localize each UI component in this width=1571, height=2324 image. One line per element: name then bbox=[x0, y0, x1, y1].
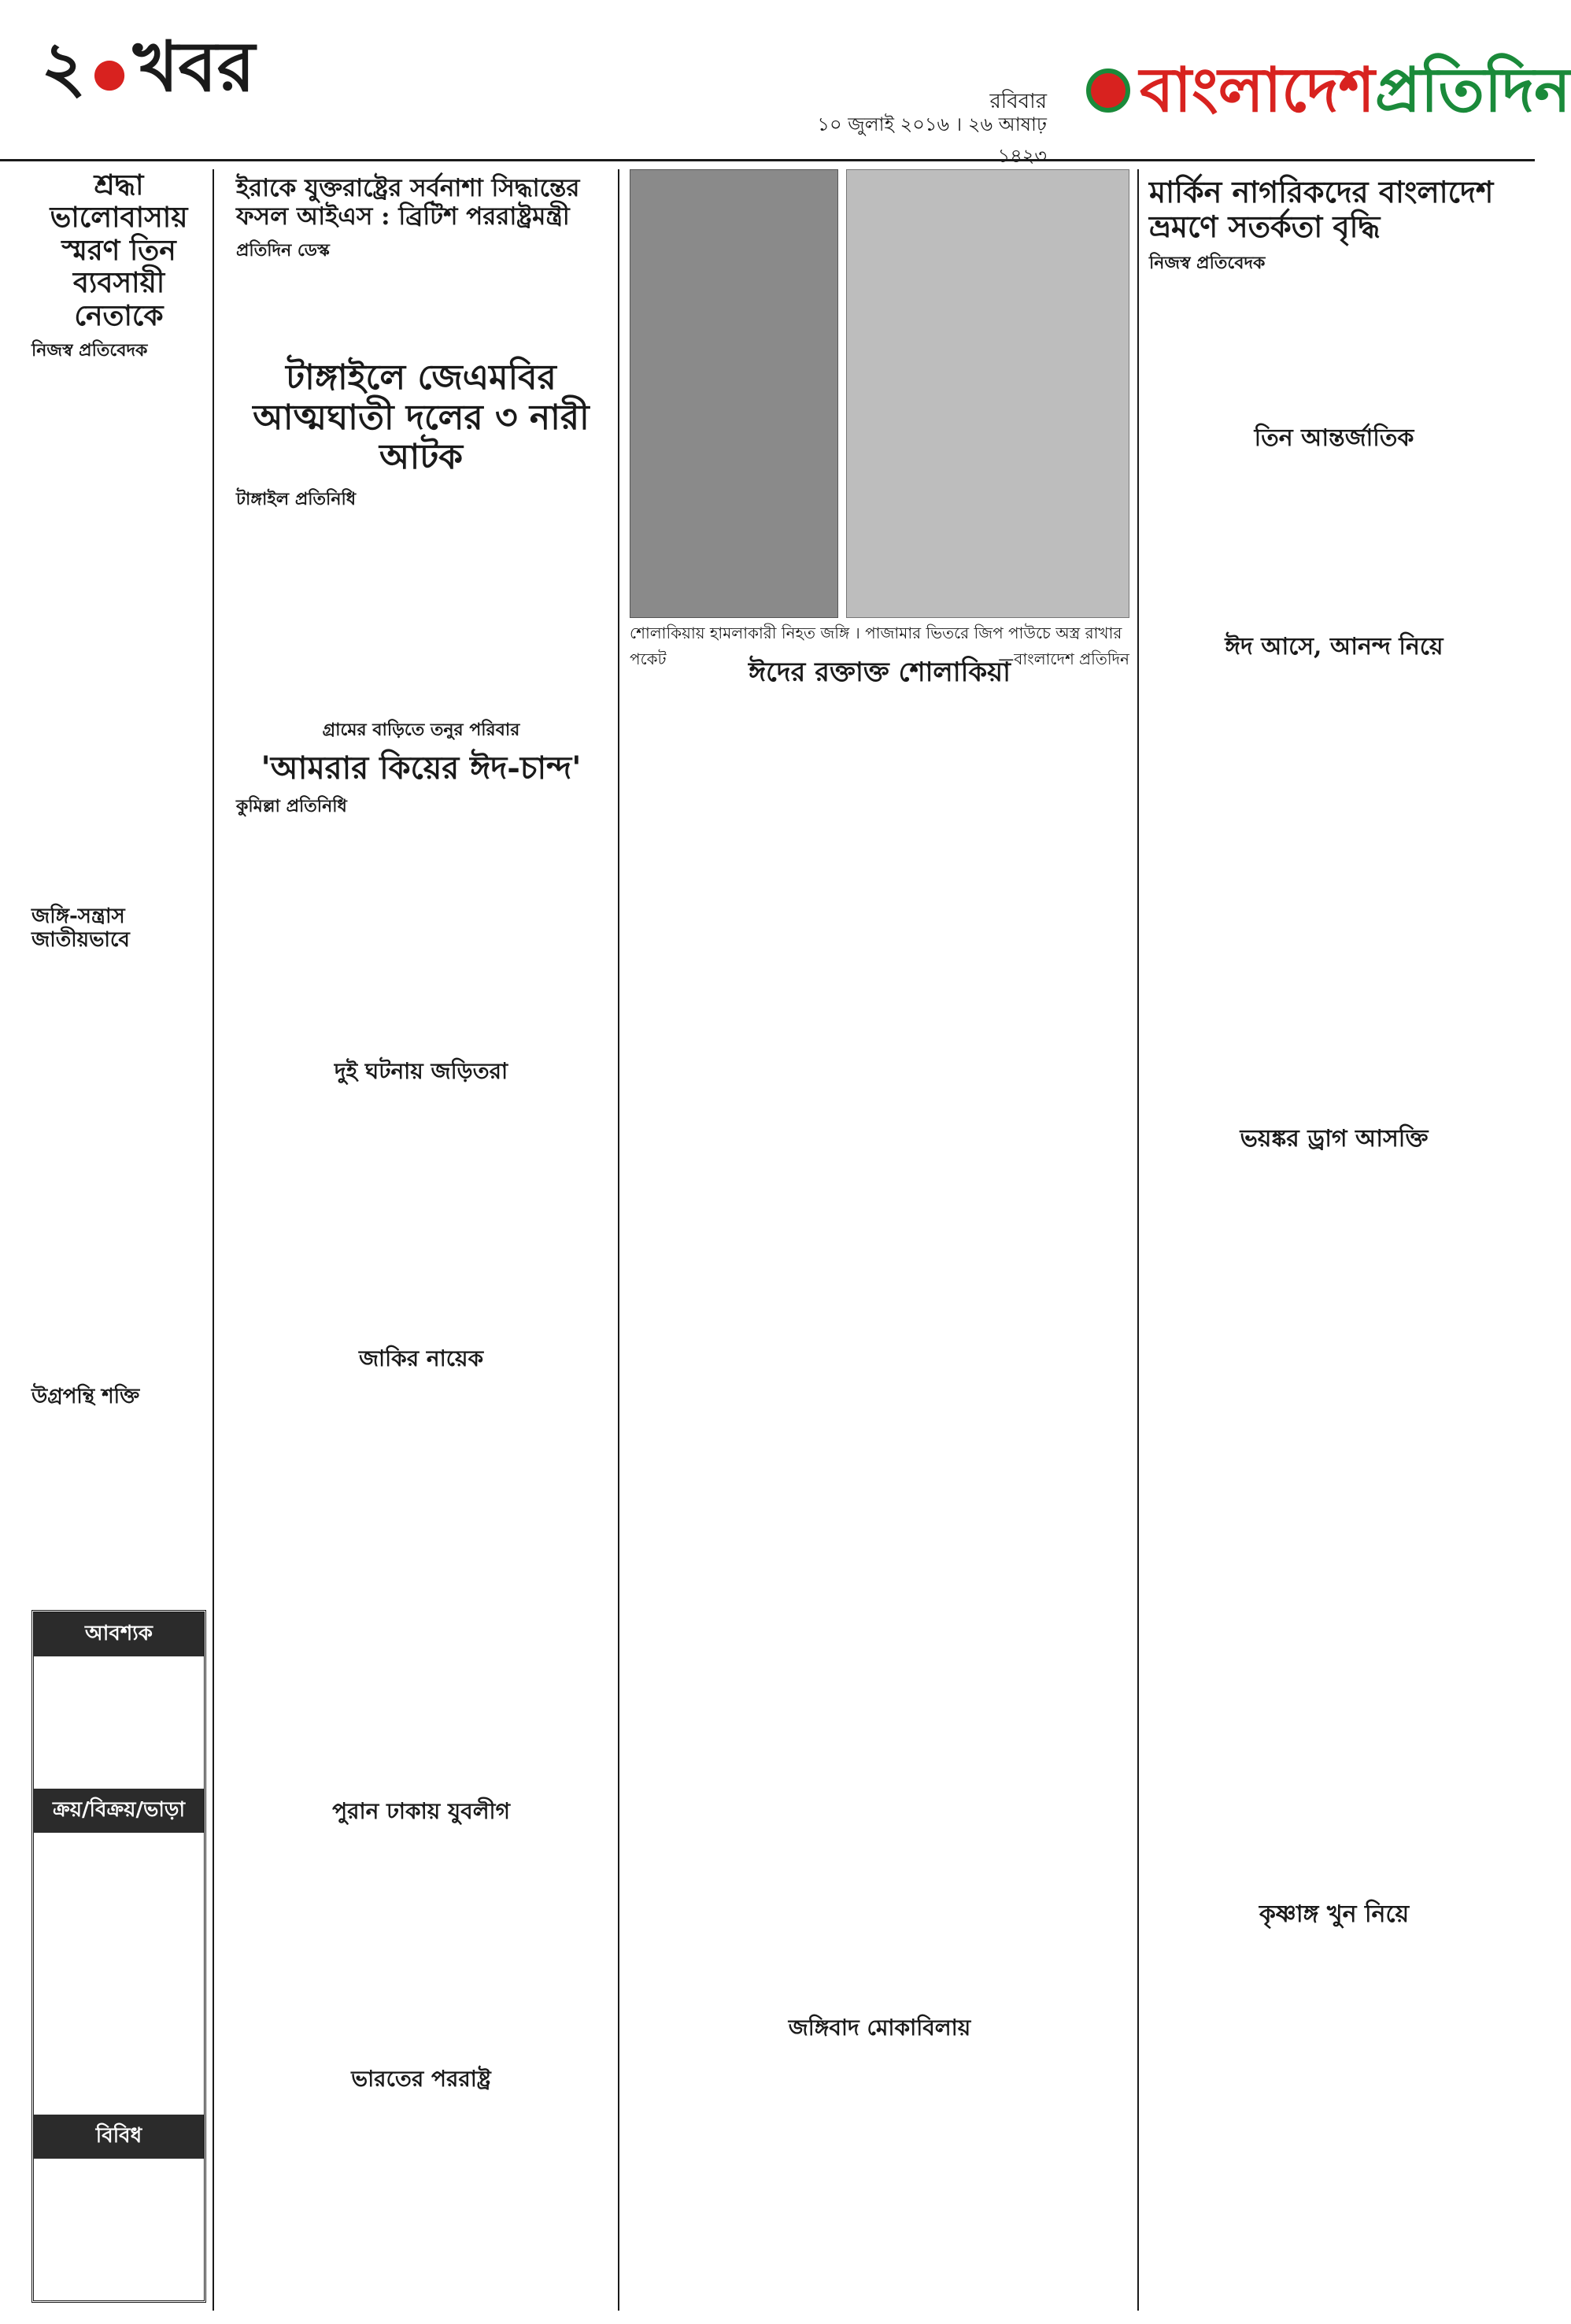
page-number: ২ bbox=[41, 25, 87, 107]
byline: প্রতিদিন ডেস্ক bbox=[236, 241, 330, 261]
story-eid-family bbox=[236, 716, 606, 822]
photo-militant-body bbox=[630, 169, 838, 618]
byline: নিজস্ব প্রতিবেদক bbox=[31, 340, 148, 361]
headline-zakir: জাকির নায়েক bbox=[358, 1345, 484, 1371]
headline-two-incidents: দুই ঘটনায় জড়িতরা bbox=[334, 1058, 508, 1084]
headline-eid-joy: ঈদ আসে, আনন্দ নিয়ে bbox=[1225, 633, 1443, 661]
misc-title: বিবিধ bbox=[34, 2115, 204, 2159]
headline-extremist-force: উগ্রপন্থি শক্তি bbox=[31, 1385, 140, 1408]
story-us-travel bbox=[1149, 175, 1519, 279]
byline: টাঙ্গাইল প্রতিনিধি bbox=[236, 489, 357, 509]
headline-countering-militancy: জঙ্গিবাদ মোকাবিলায় bbox=[788, 2015, 971, 2041]
date-line: ১০ জুলাই ২০১৬ । ২৬ আষাঢ় ১৪২৩ bbox=[817, 113, 1047, 167]
buy-sell-title: ক্রয়/বিক্রয়/ভাড়া bbox=[34, 1789, 204, 1833]
headline: ইরাকে যুক্তরাষ্ট্রের সর্বনাশা সিদ্ধান্তের ফসল আইএস : ব্রিটিশ পররাষ্ট্রমন্ত্রী bbox=[236, 174, 580, 231]
bullet-icon: ● bbox=[92, 49, 127, 95]
kicker: গ্রামের বাড়িতে তনুর পরিবার bbox=[322, 720, 520, 740]
masthead-part2: প্রতিদিন bbox=[1374, 54, 1571, 126]
masthead-dot-icon bbox=[1086, 68, 1130, 113]
headline-sholakia: ঈদের রক্তাক্ত শোলাকিয়া bbox=[748, 657, 1011, 688]
headline-india: ভারতের পররাষ্ট্র bbox=[351, 2066, 491, 2092]
classified-title: আবশ্যক bbox=[34, 1612, 204, 1656]
headline-old-dhaka: পুরান ঢাকায় যুবলীগ bbox=[332, 1798, 510, 1824]
headline-three-international: তিন আন্তর্জাতিক bbox=[1254, 424, 1414, 452]
headline: 'আমরার কিয়ের ঈদ-চান্দ' bbox=[261, 749, 582, 786]
story-business-leaders bbox=[31, 169, 206, 366]
photo-caption: শোলাকিয়ায় হামলাকারী নিহত জঙ্গি । পাজামার ভিতরে জিপ পাউচে অস্ত্র রাখার পকেট bbox=[630, 624, 1122, 668]
headline-black-killing: কৃষ্ণাঙ্গ খুন নিয়ে bbox=[1259, 1900, 1410, 1928]
byline: নিজস্ব প্রতিবেদক bbox=[1149, 253, 1266, 274]
masthead-part1: বাংলাদেশ bbox=[1140, 54, 1375, 126]
headline-militancy: জঙ্গি-সন্ত্রাস জাতীয়ভাবে bbox=[31, 905, 130, 952]
story-jmb bbox=[236, 358, 606, 515]
column-rule bbox=[213, 169, 214, 2311]
column-rule bbox=[618, 169, 619, 2311]
classified-ads bbox=[31, 1610, 206, 2303]
page-header bbox=[0, 0, 1571, 167]
weekday: রবিবার bbox=[989, 90, 1047, 113]
headline: শ্রদ্ধা ভালোবাসায় স্মরণ তিন ব্যবসায়ী নেতাকে bbox=[50, 168, 188, 332]
masthead-logo bbox=[1086, 47, 1571, 134]
headline: টাঙ্গাইলে জেএমবির আত্মঘাতী দলের ৩ নারী আটক bbox=[253, 357, 590, 478]
byline: কুমিল্লা প্রতিনিধি bbox=[236, 797, 347, 816]
page-number-section bbox=[41, 25, 256, 107]
story-iraq bbox=[236, 175, 606, 266]
photo-credit: —বাংলাদেশ প্রতিদিন bbox=[998, 649, 1129, 668]
photo-weapon bbox=[846, 169, 1129, 618]
headline: মার্কিন নাগরিকদের বাংলাদেশ ভ্রমণে সতর্কতা বৃদ্ধি bbox=[1149, 174, 1494, 244]
column-rule bbox=[1137, 169, 1139, 2311]
headline-drug-addiction: ভয়ঙ্কর ড্রাগ আসক্তি bbox=[1240, 1125, 1429, 1153]
section-name: খবর bbox=[132, 25, 256, 107]
